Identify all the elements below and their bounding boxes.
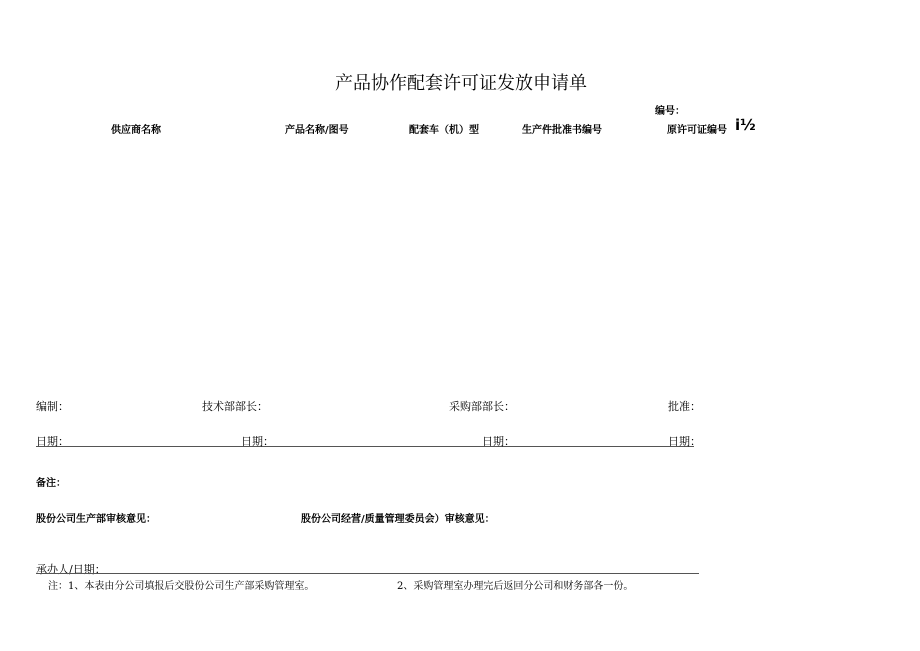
date-label-1: 日期： [36,435,69,448]
header-orig-license: 原许可证编号 [667,125,727,136]
header-vehicle: 配套车（机）型 [409,125,479,136]
date-label-3: 日期： [482,435,515,448]
number-label: 编号： [655,106,685,117]
handler-label: 承办人/日期： [36,563,106,576]
header-approval-no: 生产件批准书编号 [522,125,602,136]
page-title: 产品协作配套许可证发放申请单 [335,73,587,94]
header-orig-license-mark: i½ [735,116,756,134]
date-label-4: 日期： [668,435,701,448]
label-tech-head: 技术部部长： [202,400,268,413]
header-product: 产品名称/图号 [285,125,349,136]
date-underline [36,446,694,447]
label-approve: 批准： [668,400,701,413]
opinion-management: 股份公司经营/质量管理委员会）审核意见： [301,514,495,525]
note-2: 2、采购管理室办理完后返回分公司和财务部各一份。 [397,581,634,592]
note-1: 注：1、本表由分公司填报后交股份公司生产部采购管理室。 [48,581,315,592]
opinion-production: 股份公司生产部审核意见： [36,514,156,525]
handler-underline [36,573,699,574]
label-purchase-head: 采购部部长： [449,400,515,413]
label-prepared: 编制： [36,400,69,413]
header-supplier: 供应商名称 [111,125,161,136]
remarks-label: 备注： [36,478,66,489]
date-label-2: 日期： [241,435,274,448]
